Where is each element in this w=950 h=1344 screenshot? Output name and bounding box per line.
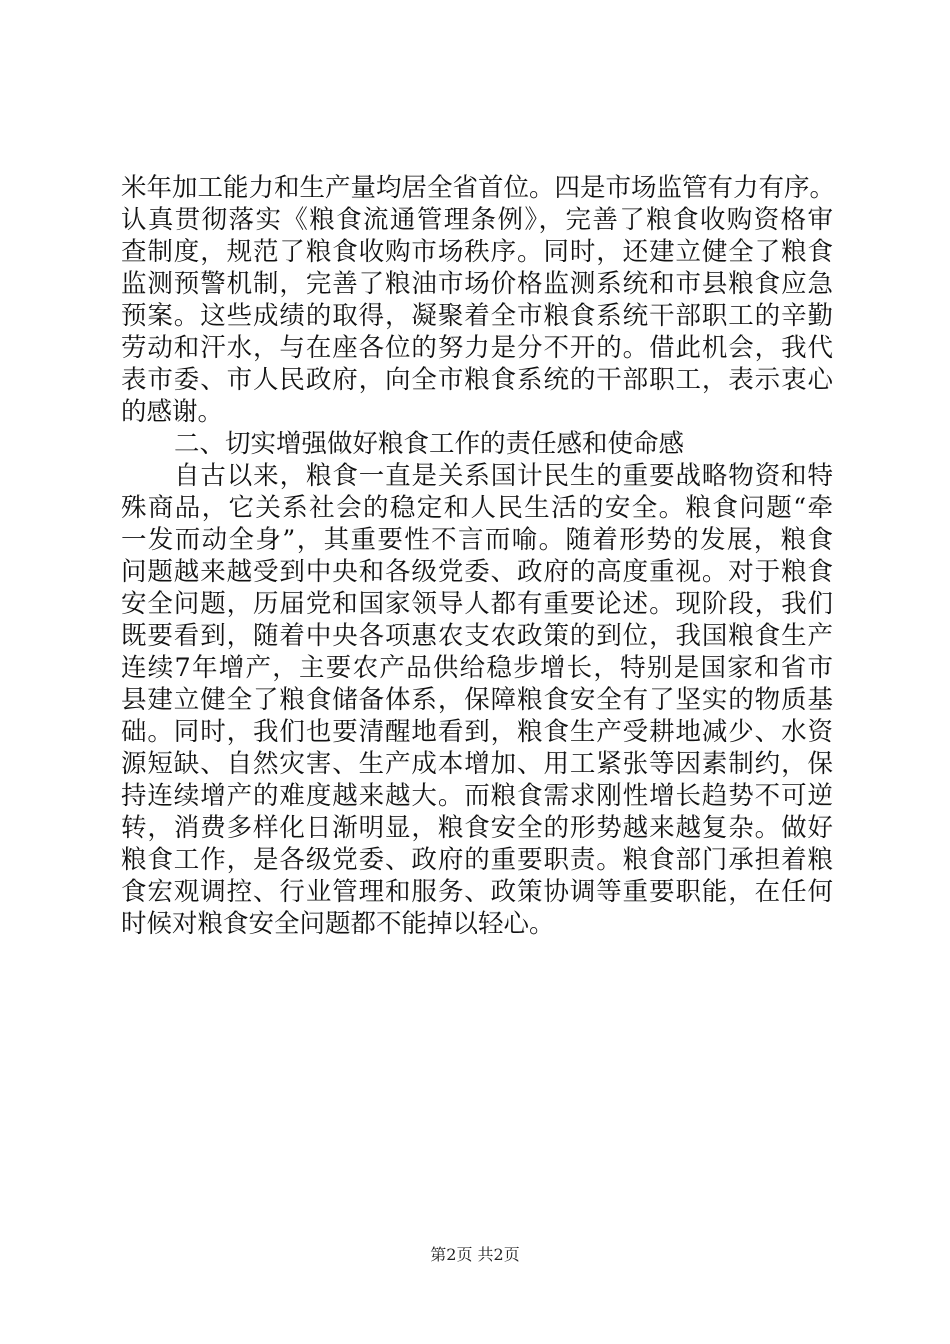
text-line: 既要看到，随着中央各项惠农支农政策的到位，我国粮食生产 (121, 621, 833, 651)
text-line: 问题越来越受到中央和各级党委、政府的高度重视。对于粮食 (121, 557, 833, 587)
text-line: 殊商品，它关系社会的稳定和人民生活的安全。粮食问题“牵 (121, 493, 833, 523)
text-line: 一发而动全身”，其重要性不言而喻。随着形势的发展，粮食 (121, 525, 833, 555)
paragraph (121, 460, 833, 940)
text-line: 的感谢。 (121, 397, 224, 427)
text-line: 安全问题，历届党和国家领导人都有重要论述。现阶段，我们 (121, 589, 833, 619)
page-footer (0, 1245, 950, 1265)
text-line: 源短缺、自然灾害、生产成本增加、用工紧张等因素制约，保 (121, 749, 833, 779)
text-line: 认真贯彻落实《粮食流通管理条例》，完善了粮食收购资格审 (121, 205, 833, 235)
text-line: 持连续增产的难度越来越大。而粮食需求刚性增长趋势不可逆 (121, 781, 833, 811)
section-heading (121, 428, 833, 460)
text-line: 连续7年增产，主要农产品供给稳步增长，特别是国家和省市 (121, 653, 833, 683)
text-line: 自古以来，粮食一直是关系国计民生的重要战略物资和特 (174, 461, 833, 491)
text-line: 预案。这些成绩的取得，凝聚着全市粮食系统干部职工的辛勤 (121, 301, 833, 331)
text-line: 粮食工作，是各级党委、政府的重要职责。粮食部门承担着粮 (121, 845, 833, 875)
text-line: 查制度，规范了粮食收购市场秩序。同时，还建立健全了粮食 (121, 237, 833, 267)
text-line: 米年加工能力和生产量均居全省首位。四是市场监管有力有序。 (121, 173, 836, 203)
paragraph-continuation (121, 172, 836, 428)
section-heading-text: 二、切实增强做好粮食工作的责任感和使命感 (174, 429, 685, 459)
text-line: 县建立健全了粮食储备体系，保障粮食安全有了坚实的物质基 (121, 685, 833, 715)
text-line: 劳动和汗水，与在座各位的努力是分不开的。借此机会，我代 (121, 333, 833, 363)
text-line: 础。同时，我们也要清醒地看到，粮食生产受耕地减少、水资 (121, 717, 833, 747)
text-line: 转，消费多样化日渐明显，粮食安全的形势越来越复杂。做好 (121, 813, 833, 843)
document-body (121, 172, 836, 940)
text-line: 时候对粮食安全问题都不能掉以轻心。 (121, 909, 555, 939)
text-line: 监测预警机制，完善了粮油市场价格监测系统和市县粮食应急 (121, 269, 833, 299)
text-line: 表市委、市人民政府，向全市粮食系统的干部职工，表示衷心 (121, 365, 833, 395)
page-number: 第2页 共2页 (430, 1245, 520, 1264)
text-line: 食宏观调控、行业管理和服务、政策协调等重要职能，在任何 (121, 877, 833, 907)
